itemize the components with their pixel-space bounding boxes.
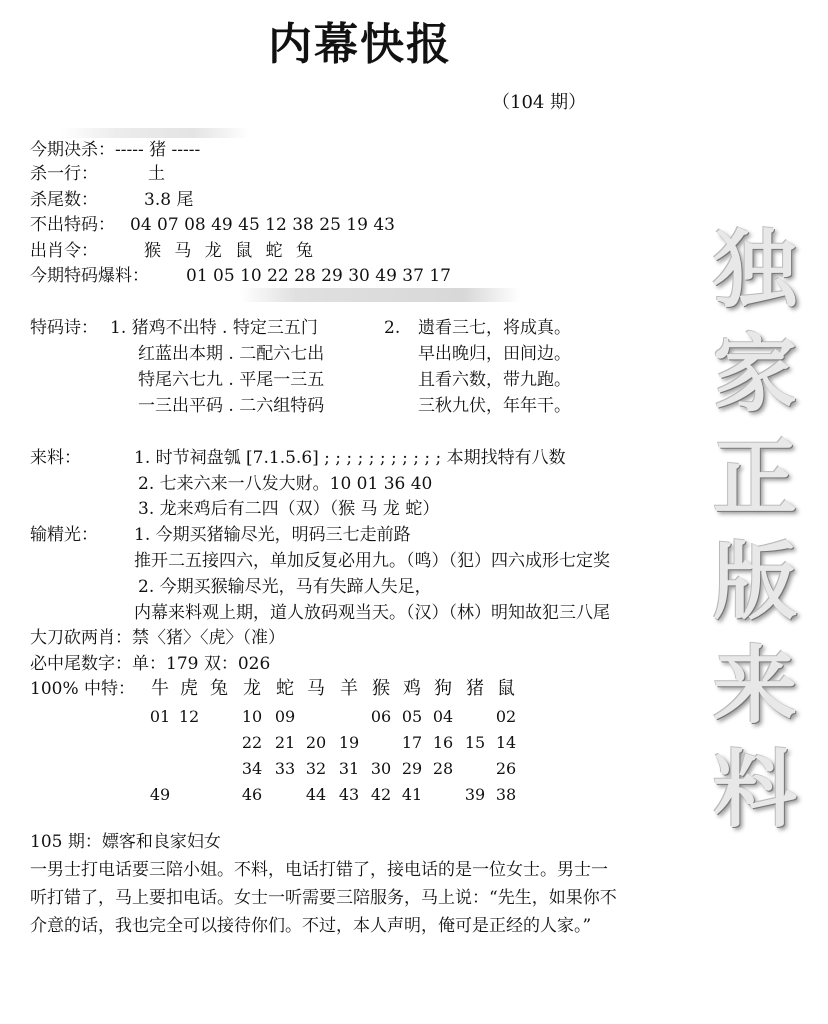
- must-tail-row: [30, 652, 270, 676]
- zodiac-number: 20: [305, 733, 327, 752]
- poem-right-line: 遗看三七，将成真。: [418, 318, 571, 338]
- zodiac-number: 30: [370, 759, 392, 778]
- lose-all-line: 推开二五接四六，单加反复必用九。（鸣）（犯）四六成形七定奖: [134, 551, 610, 571]
- info-label: 今期决杀：: [30, 140, 115, 160]
- zodiac-header: 鸡: [403, 678, 421, 699]
- story-line: 听打错了，马上要扣电话。女士一听需要三陪服务，马上说：“先生，如果你不: [30, 888, 617, 908]
- poem-right-line: 且看六数，带九跑。: [418, 370, 571, 390]
- story-heading: 105 期：嫖客和良家妇女: [30, 832, 221, 852]
- poem-right-num: 2.: [384, 318, 401, 338]
- zodiac-number: 38: [495, 785, 517, 804]
- zodiac-header: 狗: [434, 678, 452, 699]
- side-char: 独: [712, 220, 797, 319]
- side-char: 来: [712, 636, 797, 735]
- material-line: 1. 时节祠盘瓠 [7.1.5.6] ; ; ; ; ; ; ; ; ; ; ; 本期找特有八数: [134, 448, 566, 468]
- info-value: 01 05 10 22 28 29 30 49 37 17: [186, 266, 451, 286]
- page-title: 内幕快报: [268, 19, 452, 70]
- zodiac-header: 虎: [180, 678, 198, 699]
- info-label: 不出特码：: [30, 215, 115, 235]
- info-value: 土: [148, 164, 165, 184]
- info-value: 04 07 08 49 45 12 38 25 19 43: [130, 215, 395, 235]
- poem-left-line: 一三出平码 . 二六组特码: [138, 396, 325, 416]
- zodiac-number: 05: [401, 707, 423, 726]
- material-line: 3. 龙来鸡后有二四（双）（猴 马 龙 蛇）: [138, 499, 440, 519]
- material-label: 来料：: [30, 448, 81, 468]
- poem-left-line: 红蓝出本期 . 二配六七出: [138, 344, 325, 364]
- kill-this-issue: [30, 138, 200, 162]
- special-leak: [30, 264, 451, 288]
- must-tail-label: 必中尾数字：: [30, 654, 132, 674]
- zodiac-number: 17: [401, 733, 423, 752]
- info-label: 杀尾数：: [30, 190, 98, 210]
- zodiac-number: 22: [241, 733, 263, 752]
- issue-number: （104 期）: [492, 92, 587, 113]
- side-char: 正: [712, 428, 797, 527]
- info-value: 猴 马 龙 鼠 蛇 兔: [144, 241, 318, 261]
- zodiac-number: 09: [274, 707, 296, 726]
- kill-tail: [30, 188, 194, 212]
- big-knife-label: 大刀砍两肖：: [30, 628, 132, 648]
- poem-right-line: 早出晚归，田间边。: [418, 344, 571, 364]
- story-line: 介意的话，我也完全可以接待你们。不过，本人声明，俺可是正经的人家。”: [30, 916, 592, 936]
- zodiac-number: 10: [241, 707, 263, 726]
- zodiac-number: 31: [338, 759, 360, 778]
- poem-label: 特码诗：: [30, 318, 98, 338]
- side-char: 版: [712, 532, 797, 631]
- zodiac-number: 28: [432, 759, 454, 778]
- zodiac-number: 32: [305, 759, 327, 778]
- info-label: 出肖令：: [30, 241, 98, 261]
- zodiac-number: 26: [495, 759, 517, 778]
- zodiac-header: 蛇: [276, 678, 294, 699]
- not-special: [30, 213, 395, 237]
- zodiac-header: 猪: [466, 678, 484, 699]
- lose-all-line: 内幕来料观上期，道人放码观当天。（汉）（林）明知故犯三八尾: [134, 603, 610, 623]
- zodiac-number: 42: [370, 785, 392, 804]
- info-label: 今期特码爆料：: [30, 266, 149, 286]
- zodiac-header: 鼠: [497, 678, 515, 699]
- zodiac-table-label: 100% 中特：: [30, 679, 136, 699]
- poem-left-line: 1. 猪鸡不出特 . 特定三五门: [110, 318, 318, 338]
- material-line: 2. 七来六来一八发大财。10 01 36 40: [138, 474, 433, 494]
- zodiac-number: 46: [241, 785, 263, 804]
- zodiac-number: 12: [178, 707, 200, 726]
- kill-row: [30, 162, 165, 186]
- zodiac-order: [30, 239, 318, 263]
- big-knife-row: [30, 626, 285, 650]
- zodiac-number: 34: [241, 759, 263, 778]
- zodiac-number: 44: [305, 785, 327, 804]
- zodiac-number: 49: [149, 785, 171, 804]
- zodiac-header: 牛: [151, 678, 169, 699]
- lose-all-line: 2. 今期买猴输尽光，马有失蹄人失足，: [138, 577, 432, 597]
- zodiac-number: 14: [495, 733, 517, 752]
- scan-smudge: [240, 288, 520, 302]
- poem-right-line: 三秋九伏，年年干。: [418, 396, 571, 416]
- zodiac-header: 马: [307, 678, 325, 699]
- lose-all-label: 输精光：: [30, 525, 98, 545]
- lose-all-line: 1. 今期买猪输尽光，明码三七走前路: [134, 525, 411, 545]
- big-knife-value: 禁〈猪〉〈虎〉（准）: [132, 628, 285, 648]
- zodiac-number: 29: [401, 759, 423, 778]
- info-value: ----- 猪 -----: [115, 140, 201, 160]
- zodiac-number: 33: [274, 759, 296, 778]
- zodiac-number: 19: [338, 733, 360, 752]
- story-section: [30, 828, 710, 940]
- zodiac-number: 06: [370, 707, 392, 726]
- zodiac-number: 16: [432, 733, 454, 752]
- zodiac-number: 02: [495, 707, 517, 726]
- zodiac-number: 01: [149, 707, 171, 726]
- scan-smudge: [60, 128, 250, 138]
- zodiac-header: 羊: [340, 678, 358, 699]
- info-label: 杀一行：: [30, 164, 98, 184]
- story-line: 一男士打电话要三陪小姐。不料，电话打错了，接电话的是一位女士。男士一: [30, 860, 608, 880]
- zodiac-header: 猴: [372, 678, 390, 699]
- zodiac-header: 龙: [243, 678, 261, 699]
- zodiac-header: 兔: [210, 678, 228, 699]
- zodiac-number: 43: [338, 785, 360, 804]
- side-char: 料: [712, 740, 797, 839]
- must-tail-value: 单：179 双：026: [132, 654, 271, 674]
- zodiac-number: 04: [432, 707, 454, 726]
- side-char: 家: [712, 324, 797, 423]
- zodiac-number: 41: [401, 785, 423, 804]
- zodiac-number: 21: [274, 733, 296, 752]
- info-value: 3.8 尾: [144, 190, 194, 210]
- zodiac-number: 39: [464, 785, 486, 804]
- side-banner: [700, 218, 810, 842]
- poem-left-line: 特尾六七九 . 平尾一三五: [138, 370, 325, 390]
- zodiac-number: 15: [464, 733, 486, 752]
